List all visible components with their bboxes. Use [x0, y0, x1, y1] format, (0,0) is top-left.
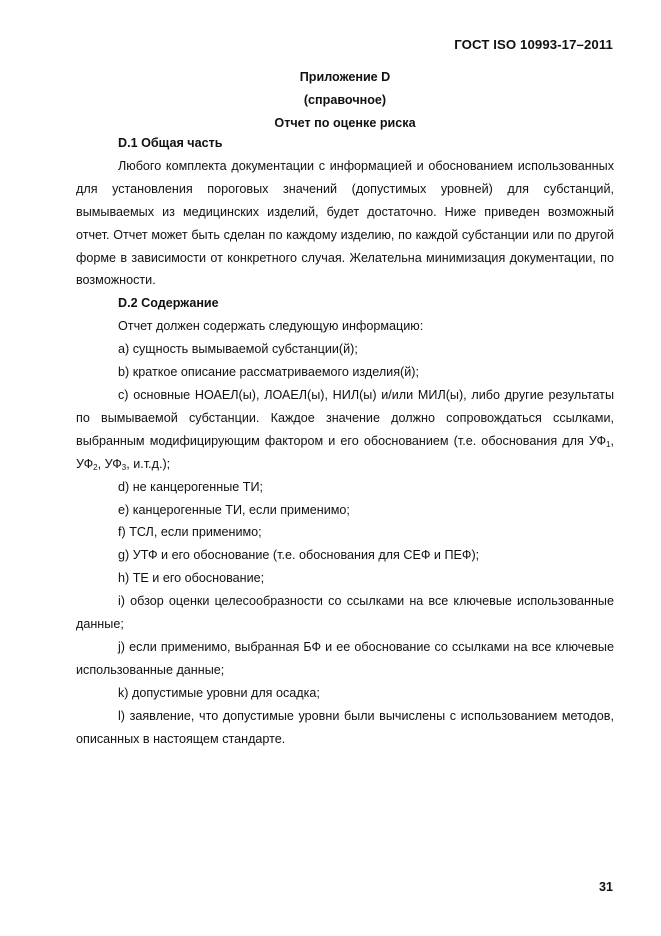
- appendix-title: Приложение D: [299, 70, 391, 84]
- section-d1-paragraph: Любого комплекта документации с информацией и обоснованием использованных для установления пороговых значений (допустимых уровней) для субстанций, вымываемых из медицинских изделий, будет достаточно. Ниже приведен возможный отчет. Отчет может быть сделан по каждому изделию, по каждой субстанции или по другой форме в зависимости от конкретного случая. Желательна минимизация документации, по возможности.: [76, 158, 614, 288]
- list-item-c-separator-2: , УФ: [97, 456, 122, 471]
- document-body: [76, 132, 614, 750]
- appendix-type: (справочное): [303, 93, 387, 107]
- list-item-h: h) ТЕ и его обоснование;: [118, 571, 265, 586]
- list-item-b: b) краткое описание рассматриваемого изделия(й);: [118, 365, 419, 380]
- section-heading-d1: D.1 Общая часть: [118, 136, 223, 150]
- list-item-c-text: с) основные НОАЕЛ(ы), ЛОАЕЛ(ы), НИЛ(ы) и/или МИЛ(ы), либо другие результаты по вымываемой субстанции. Каждое значение должно сопровождаться ссылками, выбранным модифицирующим фактором и его обоснованием (т.е. обоснования для УФ: [76, 387, 614, 448]
- section-heading-d2: D.2 Содержание: [118, 296, 219, 311]
- uf-subscript-1: 1: [606, 439, 611, 449]
- list-item-j: j) если применимо, выбранная БФ и ее обоснование со ссылками на все ключевые использованные данные;: [76, 639, 614, 677]
- section-d2-intro: Отчет должен содержать следующую информацию:: [118, 319, 424, 334]
- list-item-c-end: , и.т.д.);: [126, 456, 171, 471]
- list-item-a: а) сущность вымываемой субстанции(й);: [118, 342, 358, 357]
- list-item-e: е) канцерогенные ТИ, если применимо;: [118, 502, 350, 517]
- list-item-c: [76, 384, 614, 476]
- uf-subscript-2: 2: [93, 462, 98, 472]
- document-code: ГОСТ ISO 10993-17–2011: [454, 37, 613, 52]
- list-item-f: f) ТСЛ, если применимо;: [118, 525, 262, 540]
- page-number: 31: [598, 880, 613, 894]
- list-item-d: d) не канцерогенные ТИ;: [118, 479, 264, 494]
- list-item-g: g) УТФ и его обоснование (т.е. обоснования для СЕФ и ПЕФ);: [118, 548, 480, 563]
- list-item-k: k) допустимые уровни для осадка;: [118, 685, 320, 700]
- list-item-i: i) обзор оценки целесообразности со ссылками на все ключевые использованные данные;: [76, 594, 614, 632]
- appendix-subtitle: Отчет по оценке риска: [274, 116, 416, 130]
- list-item-c-separator-1: , УФ: [76, 433, 614, 471]
- list-item-l: l) заявление, что допустимые уровни были вычислены с использованием методов, описанных в настоящем стандарте.: [76, 708, 614, 746]
- uf-subscript-3: 3: [121, 462, 127, 472]
